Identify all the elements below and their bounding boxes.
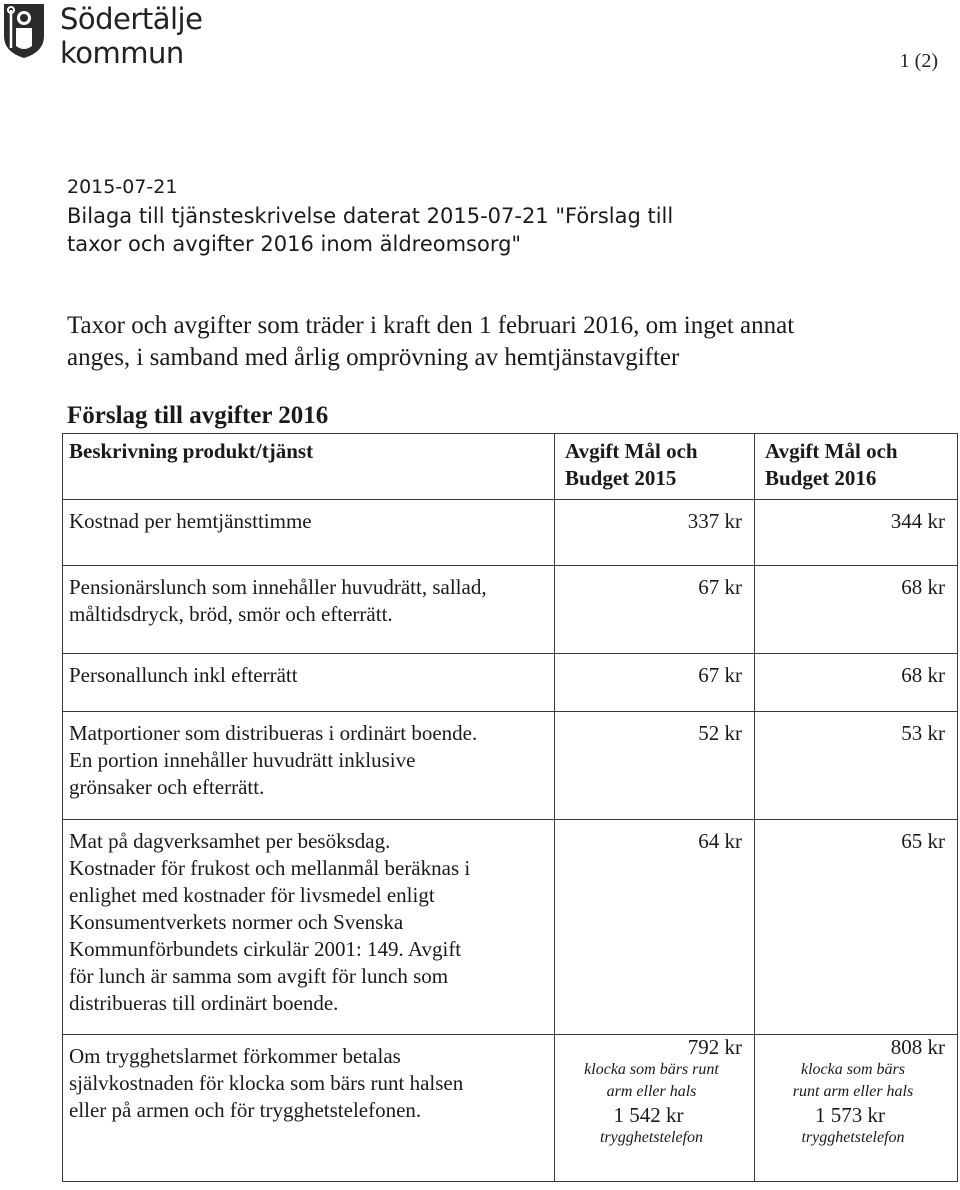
row-description-line: för lunch är samma som avgift för lunch som [69,964,449,988]
row-description [63,1035,555,1182]
municipality-name [60,2,202,70]
fee-2016-value: 53 kr [755,712,958,820]
fee-2016-value: 68 kr [755,566,958,654]
phone-note-2015: trygghetstelefon [599,1129,704,1146]
table-header-row [63,434,958,500]
table-row [63,566,958,654]
row-description-line: Kostnader för frukost och mellanmål beräknas i [69,856,471,880]
row-description-line: måltidsdryck, bröd, smör och efterrätt. [69,602,393,626]
header-fee-2015-line1: Avgift Mål och [565,439,698,463]
table-row [63,712,958,820]
municipality-name-line2: kommun [60,36,184,70]
row-description [63,500,555,566]
intro-paragraph [67,310,927,374]
section-title: Förslag till avgifter 2016 [67,402,329,429]
watch-fee-2016: 808 kr [890,1035,945,1059]
header-fee-2016 [755,434,958,500]
municipality-name-line1: Södertälje [60,2,203,36]
document-subject-line2: taxor och avgifter 2016 inom äldreomsorg" [67,232,522,256]
row-description [63,820,555,1035]
fee-2015-alarm-cell [555,1035,755,1182]
row-description-line: grönsaker och efterrätt. [69,775,265,799]
watch-note-2016-line1: klocka som bärs [801,1061,905,1078]
document-date: 2015-07-21 [67,176,178,198]
row-description-line: Mat på dagverksamhet per besöksdag. [69,829,391,853]
row-description [63,712,555,820]
row-description [63,654,555,712]
row-description-line: Kommunförbundets cirkulär 2001: 149. Avgift [69,937,462,961]
fee-2016-alarm-cell [755,1035,958,1182]
page-number: 1 (2) [899,50,938,72]
watch-note-2015-line2: arm eller hals [606,1083,697,1100]
row-description-line: eller på armen och för trygghetstelefonen. [69,1098,422,1122]
row-description [63,566,555,654]
fee-2016-value: 68 kr [755,654,958,712]
document-subject [67,202,867,258]
fee-2015-value: 67 kr [555,566,755,654]
row-description-line: Pensionärslunch som innehåller huvudrätt, sallad, [69,575,487,599]
header-fee-2016-line1: Avgift Mål och [765,439,898,463]
row-description-line: Konsumentverkets normer och Svenska [69,910,404,934]
row-description-line: enlighet med kostnader för livsmedel enligt [69,883,435,907]
table-row [63,500,958,566]
fee-2016-value: 65 kr [755,820,958,1035]
row-description-line: distribueras till ordinärt boende. [69,991,339,1015]
row-description-line: En portion innehåller huvudrätt inklusive [69,748,416,772]
fee-2015-value: 67 kr [555,654,755,712]
fee-2015-value: 64 kr [555,820,755,1035]
row-description-line: Personallunch inkl efterrätt [69,663,298,687]
watch-note-2016-line2: runt arm eller hals [792,1083,914,1100]
watch-note-2015-line1: klocka som bärs runt [584,1061,719,1078]
header-fee-2015 [555,434,755,500]
table-row [63,820,958,1035]
municipality-coat-of-arms-logo [2,2,46,60]
fee-2015-value: 337 kr [555,500,755,566]
phone-fee-2016: 1 573 kr [815,1103,885,1127]
row-description-line: Matportioner som distribueras i ordinärt boende. [69,721,478,745]
row-description-line: Om trygghetslarmet förkommer betalas [69,1044,401,1068]
document-subject-line1: Bilaga till tjänsteskrivelse daterat 2015-07-21 "Förslag till [67,204,674,228]
table-row [63,1035,958,1182]
row-description-line: självkostnaden för klocka som bärs runt halsen [69,1071,464,1095]
phone-fee-2015: 1 542 kr [613,1103,684,1127]
header-fee-2016-line2: Budget 2016 [765,466,877,490]
fee-2016-value: 344 kr [755,500,958,566]
fee-table [62,433,958,1182]
table-row [63,654,958,712]
header-description: Beskrivning produkt/tjänst [63,434,555,500]
intro-line1: Taxor och avgifter som träder i kraft den 1 februari 2016, om inget annat [67,312,795,339]
intro-line2: anges, i samband med årlig omprövning av hemtjänstavgifter [67,344,680,371]
row-description-line: Kostnad per hemtjänsttimme [69,509,312,533]
watch-fee-2015: 792 kr [687,1035,742,1059]
phone-note-2016: trygghetstelefon [801,1129,905,1146]
fee-2015-value: 52 kr [555,712,755,820]
header-fee-2015-line2: Budget 2015 [565,466,677,490]
